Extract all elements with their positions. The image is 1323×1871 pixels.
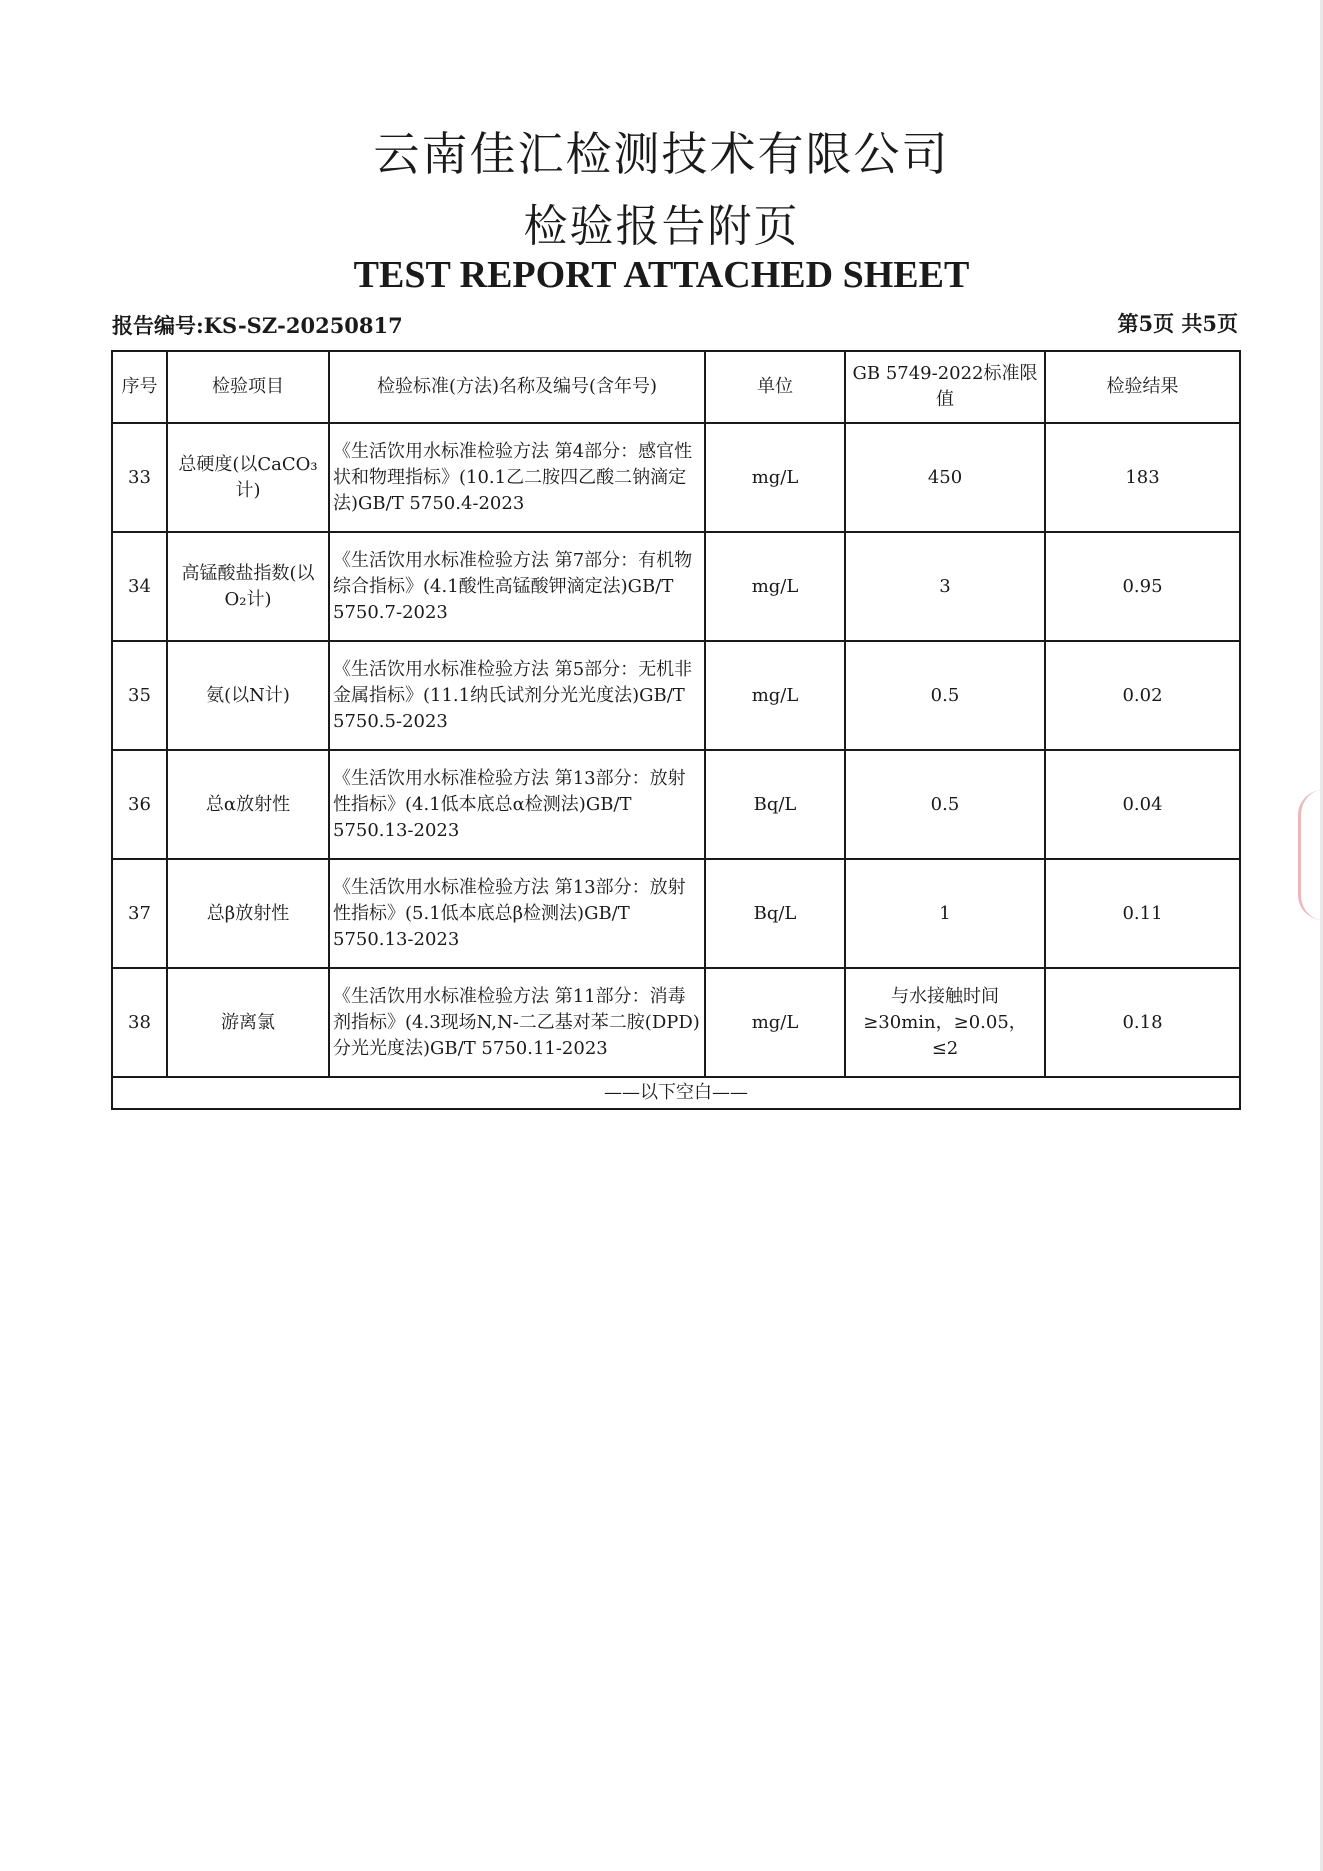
cell-limit: 3 xyxy=(845,532,1045,641)
cell-standard: 《生活饮用水标准检验方法 第11部分：消毒剂指标》(4.3现场N,N-二乙基对苯二胺(DPD)分光光度法)GB/T 5750.11-2023 xyxy=(329,968,705,1077)
report-title-cn: 检验报告附页 xyxy=(523,201,800,252)
cell-limit: 0.5 xyxy=(845,641,1045,750)
page-info: 第5页 共5页 xyxy=(1117,311,1238,336)
table-row xyxy=(112,750,1240,859)
cell-item: 总硬度(以CaCO₃计) xyxy=(167,423,329,532)
header-standard: 检验标准(方法)名称及编号(含年号) xyxy=(329,351,705,423)
header-item: 检验项目 xyxy=(167,351,329,423)
cell-result: 0.02 xyxy=(1045,641,1240,750)
header-unit: 单位 xyxy=(705,351,845,423)
report-number: 报告编号:KS-SZ-20250817 xyxy=(112,313,403,338)
table-row xyxy=(112,532,1240,641)
cell-no: 33 xyxy=(112,423,167,532)
cell-limit: 450 xyxy=(845,423,1045,532)
cell-unit: mg/L xyxy=(705,423,845,532)
cell-unit: mg/L xyxy=(705,968,845,1077)
cell-standard: 《生活饮用水标准检验方法 第5部分：无机非金属指标》(11.1纳氏试剂分光光度法)GB/T 5750.5-2023 xyxy=(329,641,705,750)
cell-standard: 《生活饮用水标准检验方法 第7部分：有机物综合指标》(4.1酸性高锰酸钾滴定法)GB/T 5750.7-2023 xyxy=(329,532,705,641)
cell-item: 总α放射性 xyxy=(167,750,329,859)
results-table xyxy=(111,350,1241,1110)
header-limit: GB 5749-2022标准限值 xyxy=(845,351,1045,423)
header-result: 检验结果 xyxy=(1045,351,1240,423)
cell-no: 38 xyxy=(112,968,167,1077)
cell-result: 0.95 xyxy=(1045,532,1240,641)
table-row xyxy=(112,423,1240,532)
table-row xyxy=(112,859,1240,968)
header-no: 序号 xyxy=(112,351,167,423)
cell-unit: mg/L xyxy=(705,641,845,750)
seal-stamp-edge xyxy=(1298,790,1323,920)
report-title-en: TEST REPORT ATTACHED SHEET xyxy=(353,254,970,296)
cell-no: 37 xyxy=(112,859,167,968)
cell-standard: 《生活饮用水标准检验方法 第13部分：放射性指标》(4.1低本底总α检测法)GB/T 5750.13-2023 xyxy=(329,750,705,859)
table-row xyxy=(112,968,1240,1077)
cell-result: 183 xyxy=(1045,423,1240,532)
cell-item: 游离氯 xyxy=(167,968,329,1077)
cell-unit: Bq/L xyxy=(705,859,845,968)
blank-row xyxy=(112,1077,1240,1109)
cell-item: 氨(以N计) xyxy=(167,641,329,750)
cell-unit: mg/L xyxy=(705,532,845,641)
cell-standard: 《生活饮用水标准检验方法 第13部分：放射性指标》(5.1低本底总β检测法)GB/T 5750.13-2023 xyxy=(329,859,705,968)
cell-no: 35 xyxy=(112,641,167,750)
cell-item: 总β放射性 xyxy=(167,859,329,968)
cell-standard: 《生活饮用水标准检验方法 第4部分：感官性状和物理指标》(10.1乙二胺四乙酸二钠滴定法)GB/T 5750.4-2023 xyxy=(329,423,705,532)
cell-no: 34 xyxy=(112,532,167,641)
cell-unit: Bq/L xyxy=(705,750,845,859)
cell-limit: 0.5 xyxy=(845,750,1045,859)
company-name: 云南佳汇检测技术有限公司 xyxy=(373,127,950,181)
cell-no: 36 xyxy=(112,750,167,859)
cell-limit: 1 xyxy=(845,859,1045,968)
cell-result: 0.18 xyxy=(1045,968,1240,1077)
cell-item: 高锰酸盐指数(以O₂计) xyxy=(167,532,329,641)
cell-limit: 与水接触时间≥30min，≥0.05，≤2 xyxy=(845,968,1045,1077)
cell-result: 0.04 xyxy=(1045,750,1240,859)
table-row xyxy=(112,641,1240,750)
cell-result: 0.11 xyxy=(1045,859,1240,968)
blank-note: ——以下空白—— xyxy=(112,1077,1240,1109)
table-header-row xyxy=(112,351,1240,423)
